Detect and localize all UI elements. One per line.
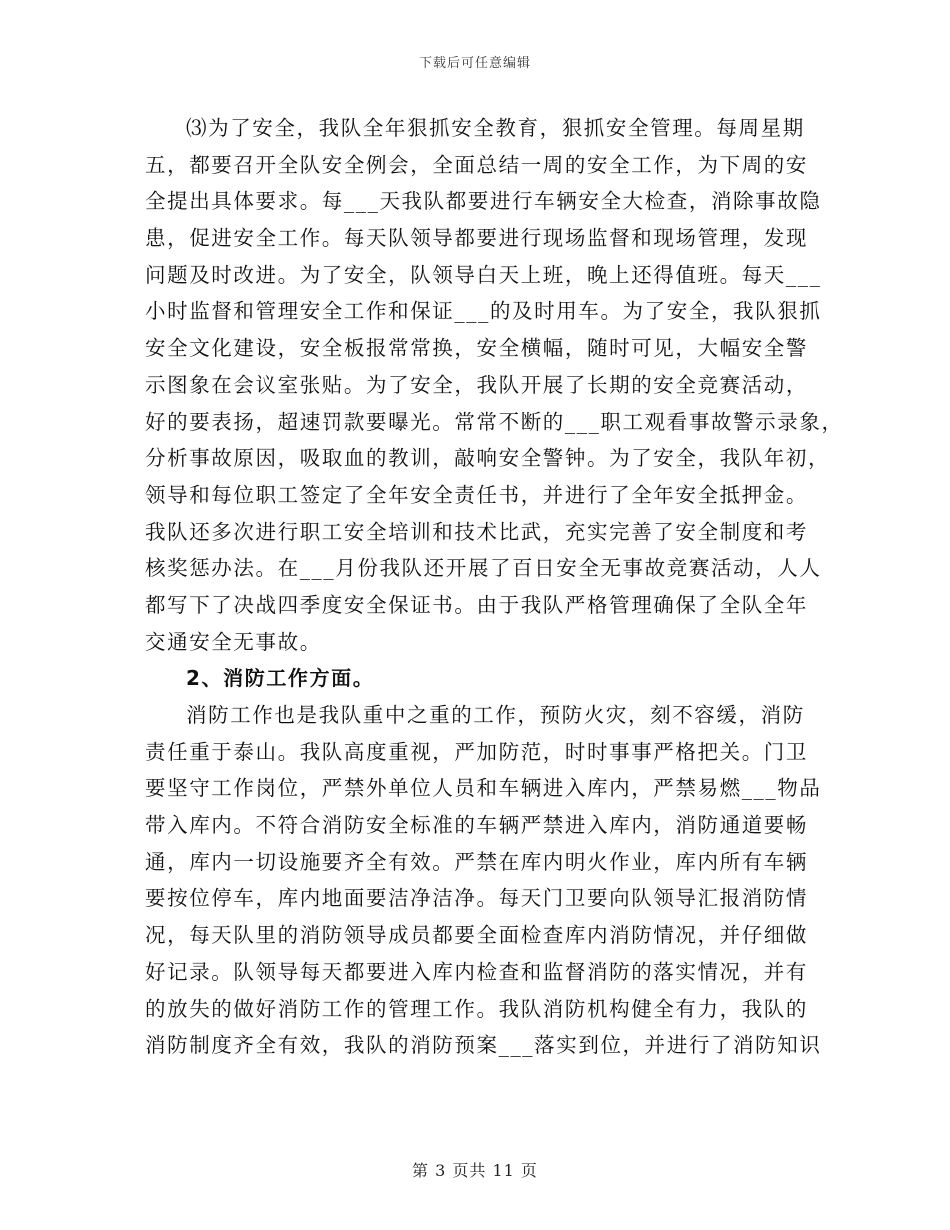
document-body (145, 110, 844, 1064)
text-line: 问题及时改进。为了安全，队领导白天上班，晚上还得值班。每天___ (145, 262, 822, 287)
text-line: 要按位停车，库内地面要洁净洁净。每天门卫要向队领导汇报消防情 (145, 886, 808, 911)
text-line: 要坚守工作岗位，严禁外单位人员和车辆进入库内，严禁易燃___物品 (145, 776, 822, 801)
text-line: 交通安全无事故。 (145, 629, 322, 654)
section-heading: 2、消防工作方面。 (186, 666, 375, 691)
text-line: 患，促进安全工作。每天队领导都要进行现场监督和现场管理，发现 (145, 226, 808, 251)
paragraph-safety (145, 110, 844, 660)
text-line: 全提出具体要求。每___天我队都要进行车辆安全大检查，消除事故隐 (145, 189, 822, 214)
text-line: 核奖惩办法。在___月份我队还开展了百日安全无事故竞赛活动，人人 (145, 556, 822, 581)
text-line: 安全文化建设，安全板报常常换，安全横幅，随时可见，大幅安全警 (145, 336, 808, 361)
text-line: 带入库内。不符合消防安全标准的车辆严禁进入库内，消防通道要畅 (145, 813, 808, 838)
text-line: 分析事故原因，吸取血的教训，敲响安全警钟。为了安全，我队年初， (145, 446, 831, 471)
text-line: 消防制度齐全有效，我队的消防预案___落实到位，并进行了消防知识 (145, 1033, 822, 1058)
text-line: 责任重于泰山。我队高度重视，严加防范，时时事事严格把关。门卫 (145, 739, 808, 764)
text-line: 小时监督和管理安全工作和保证___的及时用车。为了安全，我队狠抓 (145, 299, 822, 324)
text-line: ⑶为了安全，我队全年狠抓安全教育，狠抓安全管理。每周星期 (186, 116, 805, 140)
page-header: 下载后可任意编辑 (418, 56, 531, 71)
text-line: 都写下了决战四季度安全保证书。由于我队严格管理确保了全队全年 (145, 592, 808, 617)
text-line: 的放失的做好消防工作的管理工作。我队消防机构健全有力，我队的 (145, 996, 808, 1021)
text-line: 领导和每位职工签定了全年安全责任书，并进行了全年安全抵押金。 (145, 482, 808, 507)
text-line: 通，库内一切设施要齐全有效。严禁在库内明火作业，库内所有车辆 (145, 849, 808, 874)
text-line: 五，都要召开全队安全例会，全面总结一周的安全工作，为下周的安 (145, 152, 808, 177)
text-line: 消防工作也是我队重中之重的工作，预防火灾，刻不容缓，消防 (186, 703, 805, 727)
text-line: 好记录。队领导每天都要进入库内检查和监督消防的落实情况，并有 (145, 959, 808, 984)
text-line: 我队还多次进行职工安全培训和技术比武，充实完善了安全制度和考 (145, 519, 808, 544)
paragraph-fire-safety (145, 697, 822, 1064)
text-line: 示图象在会议室张贴。为了安全，我队开展了长期的安全竞赛活动， (145, 372, 808, 397)
text-line: 好的要表扬，超速罚款要曝光。常常不断的___职工观看事故警示录象， (145, 409, 844, 434)
page-number: 第 3 页共 11 页 (412, 1161, 538, 1180)
text-line: 况，每天队里的消防领导成员都要全面检查库内消防情况，并仔细做 (145, 923, 808, 948)
